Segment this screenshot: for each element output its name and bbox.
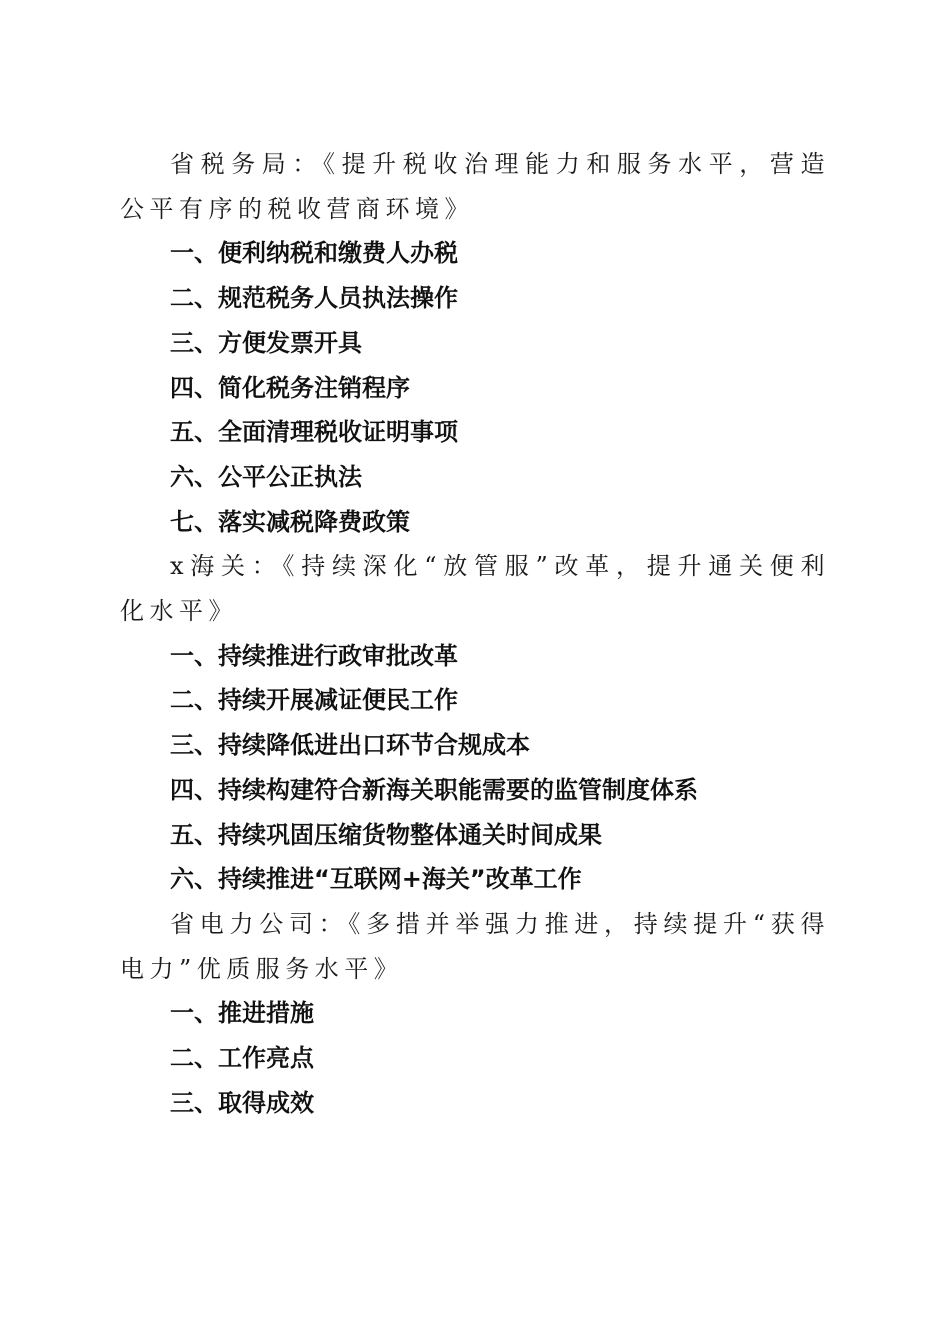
list-item: 一、便利纳税和缴费人办税 [170,239,458,268]
list-item: 四、持续构建符合新海关职能需要的监管制度体系 [170,775,698,804]
section-heading-power-company: 省电力公司：《多措并举强力推进，持续提升“获得电力”优质服务水平》 [120,909,830,983]
list-item: 一、推进措施 [170,999,314,1028]
list-item: 三、持续降低进出口环节合规成本 [170,731,530,760]
list-item: 三、方便发票开具 [170,328,362,357]
list-item: 五、持续巩固压缩货物整体通关时间成果 [170,820,602,849]
customs-list [120,634,830,902]
list-item: 六、持续推进“互联网+海关”改革工作 [170,865,582,894]
list-item: 六、公平公正执法 [170,462,362,491]
list-item: 三、取得成效 [170,1088,314,1117]
list-item: 二、持续开展减证便民工作 [170,686,458,715]
list-item: 二、工作亮点 [170,1044,314,1073]
list-item: 五、全面清理税收证明事项 [170,418,458,447]
list-item: 七、落实减税降费政策 [170,507,410,536]
list-item: 一、持续推进行政审批改革 [170,641,458,670]
power-company-list [120,991,830,1125]
list-item: 四、简化税务注销程序 [170,373,410,402]
section-heading-tax-bureau: 省税务局：《提升税收治理能力和服务水平，营造公平有序的税收营商环境》 [120,150,830,223]
list-item: 二、规范税务人员执法操作 [170,284,458,313]
section-heading-customs: x海关：《持续深化“放管服”改革，提升通关便利化水平》 [120,552,830,626]
document-body [120,142,830,1125]
tax-bureau-list [120,231,830,544]
